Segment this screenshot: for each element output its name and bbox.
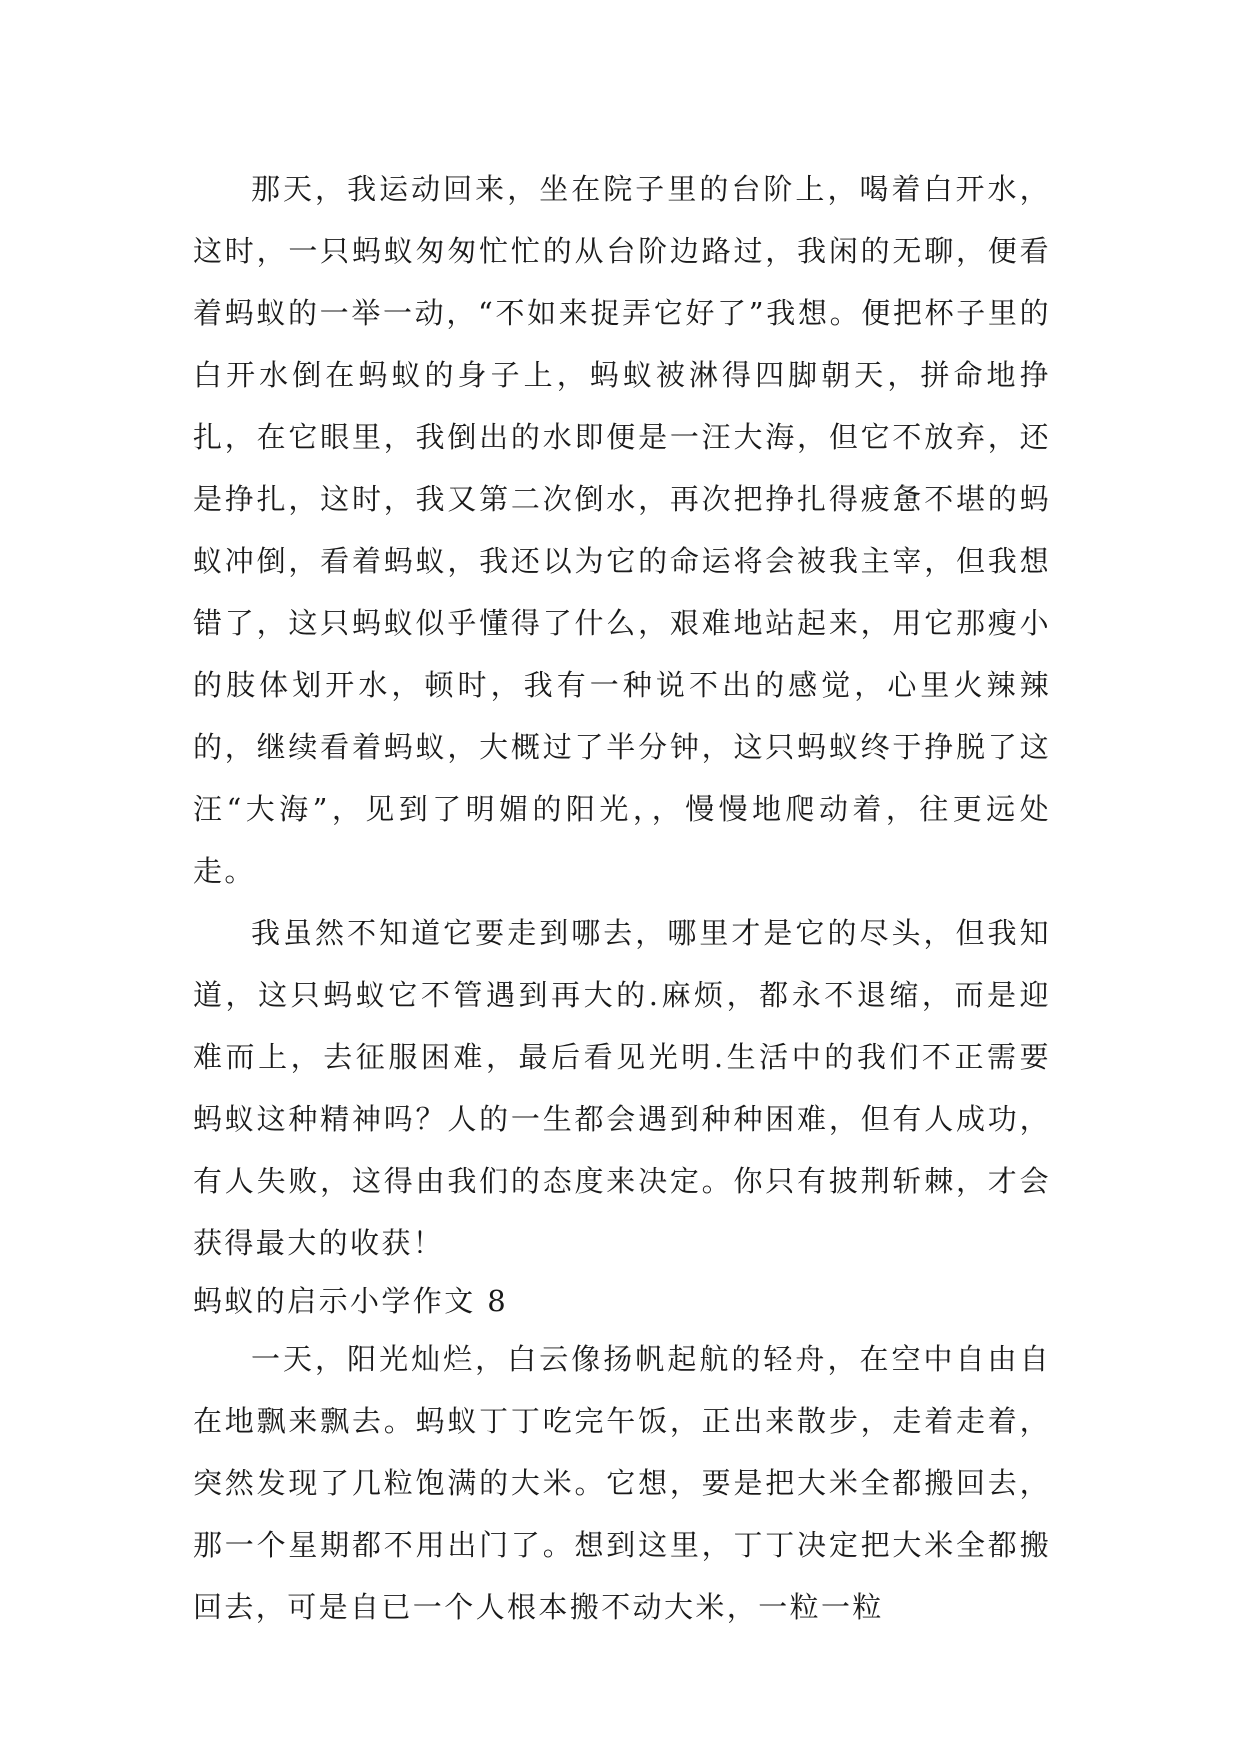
paragraph-3: 一天，阳光灿烂，白云像扬帆起航的轻舟，在空中自由自在地飘来飘去。蚂蚁丁丁吃完午饭，正出来散步，走着走着，突然发现了几粒饱满的大米。它想，要是把大米全都搬回去，那一个星期都不用出门了。想到这里，丁丁决定把大米全都搬回去，可是自已一个人根本搬不动大米，一粒一粒 — [193, 1342, 1051, 1624]
section-title: 蚂蚁的启示小学作文 8 — [193, 1284, 509, 1318]
paragraph-2: 我虽然不知道它要走到哪去，哪里才是它的尽头，但我知道，这只蚂蚁它不管遇到再大的.麻烦，都永不退缩，而是迎难而上，去征服困难，最后看见光明.生活中的我们不正需要蚂蚁这种精神吗？人的一生都会遇到种种困难，但有人成功，有人失败，这得由我们的态度来决定。你只有披荆斩棘，才会获得最大的收获！ — [193, 916, 1051, 1260]
document-body — [193, 158, 1051, 1638]
paragraph-1: 那天，我运动回来，坐在院子里的台阶上，喝着白开水，这时，一只蚂蚁匆匆忙忙的从台阶边路过，我闲的无聊，便看着蚂蚁的一举一动，“不如来捉弄它好了”我想。便把杯子里的白开水倒在蚂蚁的身子上，蚂蚁被淋得四脚朝天，拼命地挣扎，在它眼里，我倒出的水即便是一汪大海，但它不放弃，还是挣扎，这时，我又第二次倒水，再次把挣扎得疲惫不堪的蚂蚁冲倒，看着蚂蚁，我还以为它的命运将会被我主宰，但我想错了，这只蚂蚁似乎懂得了什么，艰难地站起来，用它那瘦小的肢体划开水，顿时，我有一种说不出的感觉，心里火辣辣的，继续看着蚂蚁，大概过了半分钟，这只蚂蚁终于挣脱了这汪“大海”，见到了明媚的阳光，，慢慢地爬动着，往更远处走。 — [193, 172, 1051, 888]
